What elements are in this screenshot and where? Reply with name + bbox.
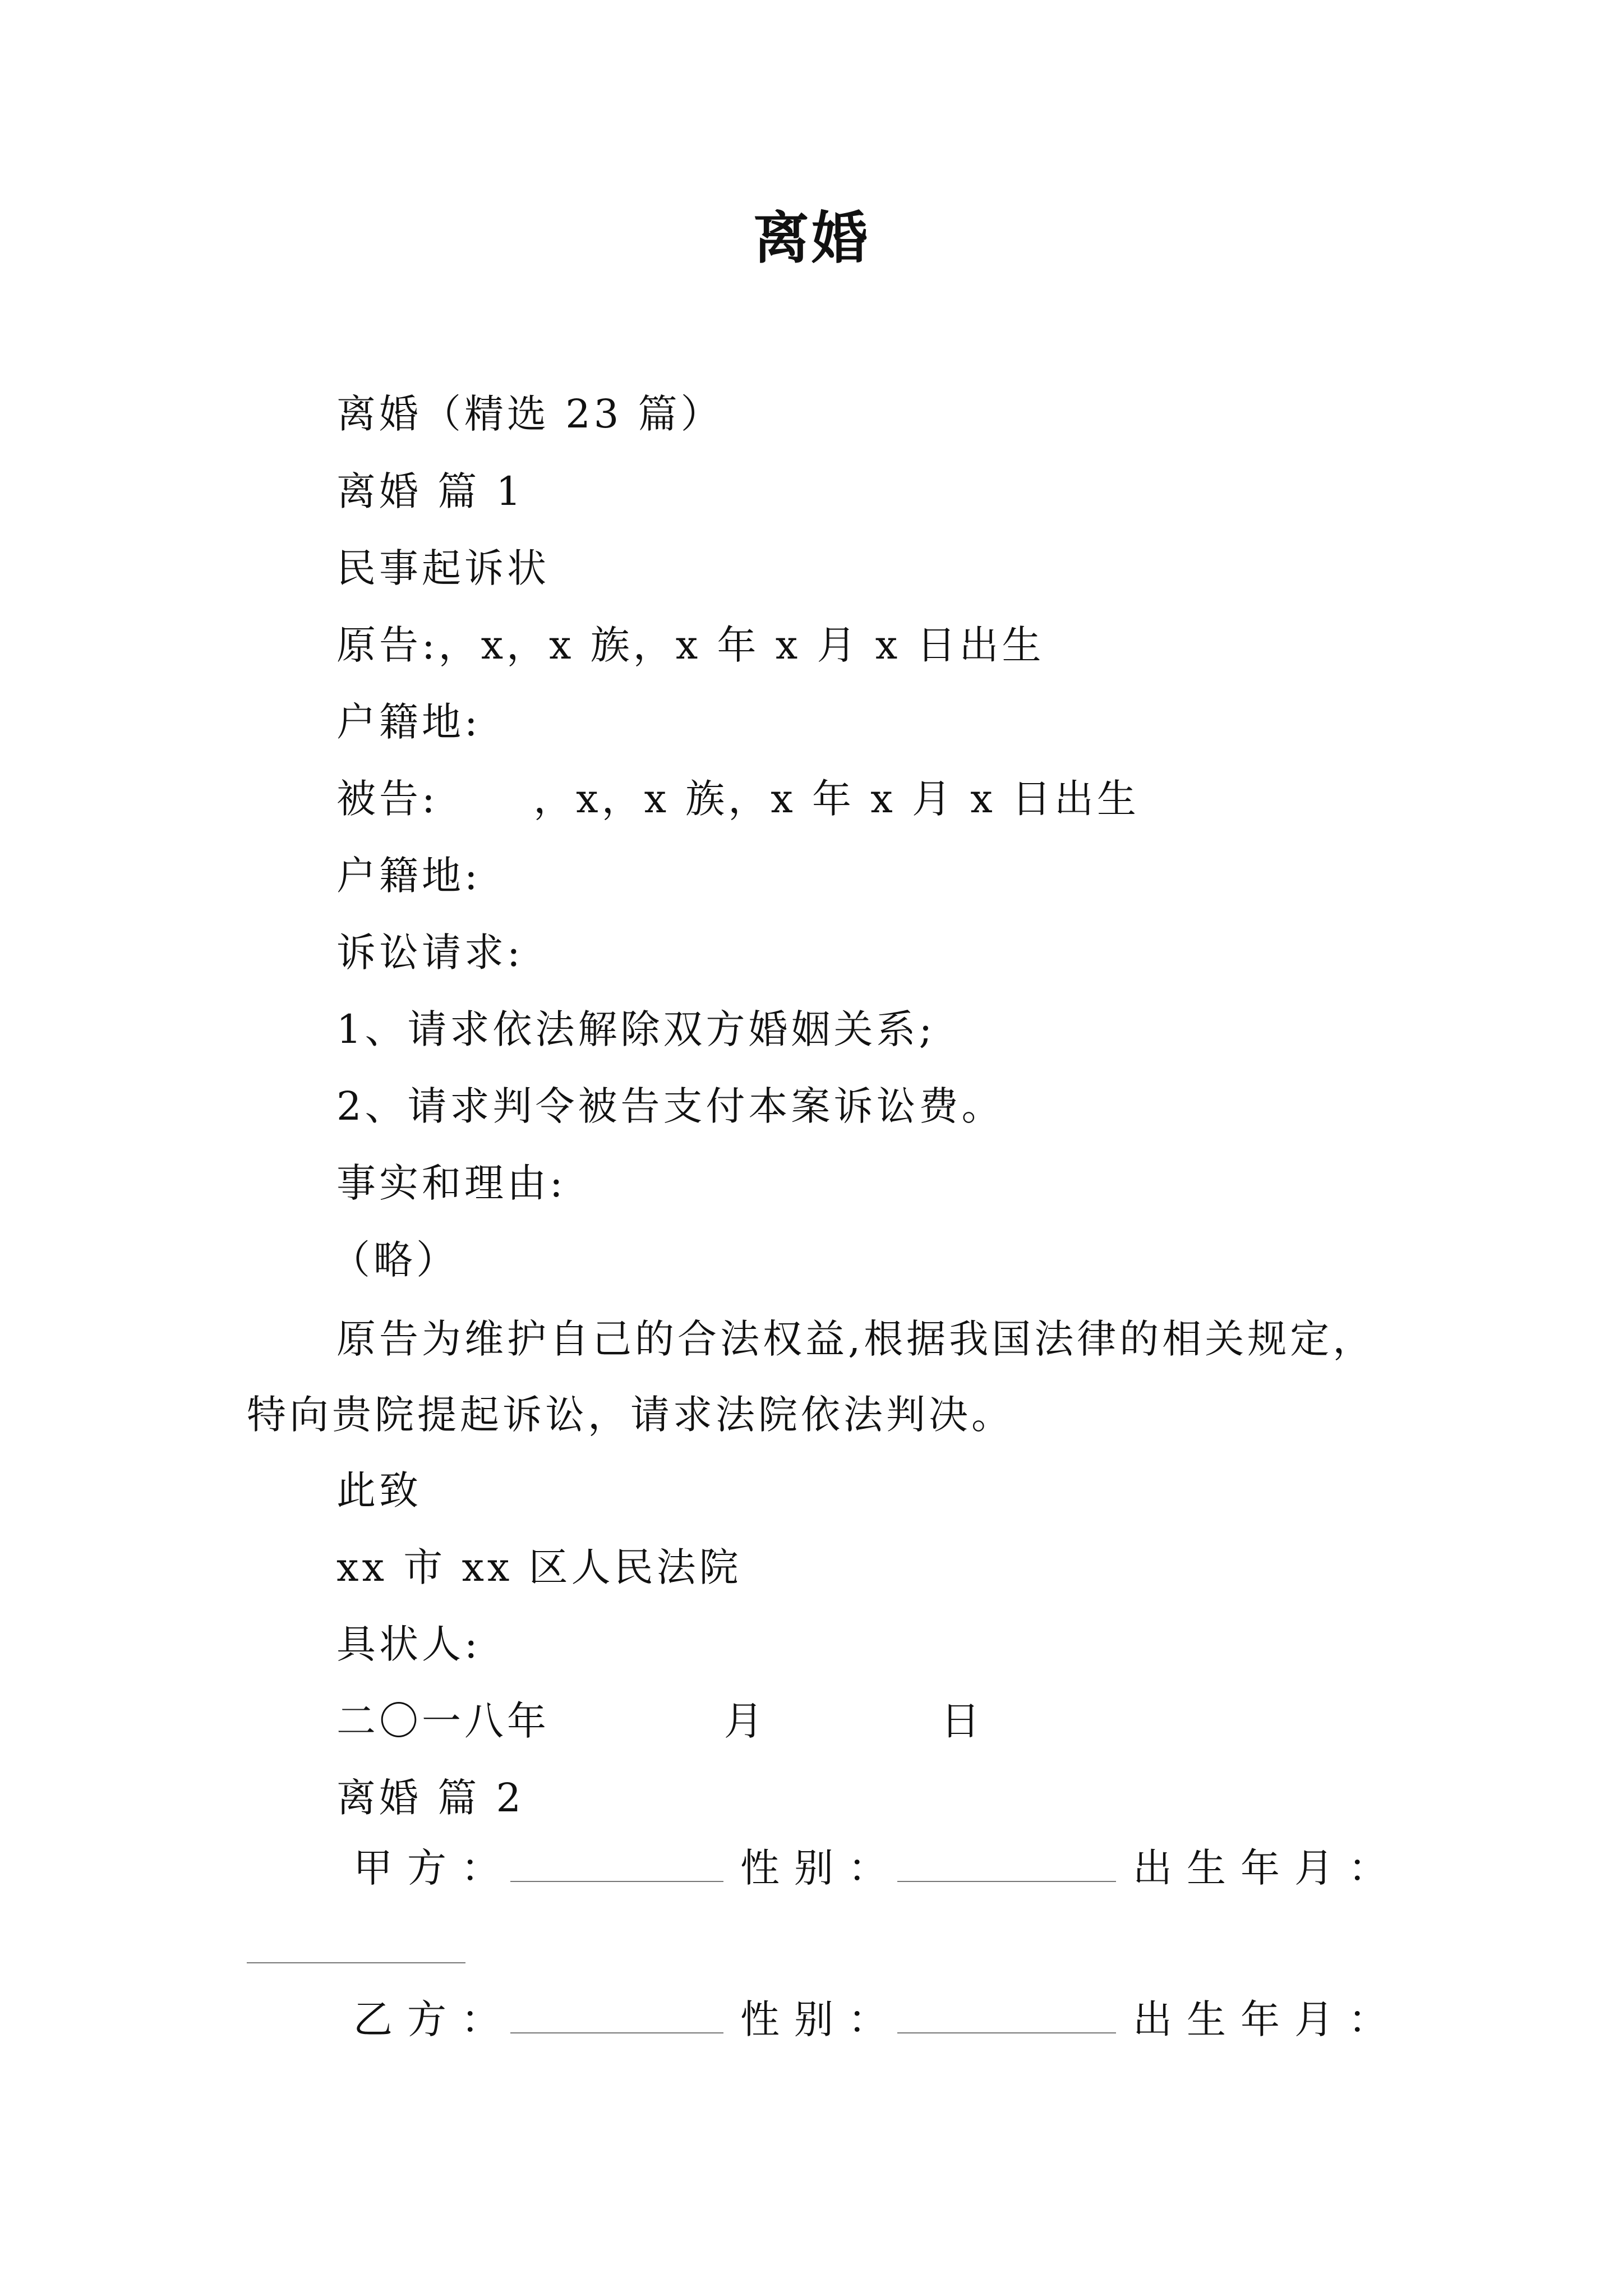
party-b-row: [353, 1989, 1419, 2050]
party-b-gender-blank: [897, 2032, 1116, 2033]
party-a-birth-blank: [247, 1962, 465, 1963]
claims-heading: 诉讼请求:: [336, 930, 524, 976]
party-b-label: 乙方：: [353, 1996, 515, 2042]
court-name: xx 市 xx 区人民法院: [336, 1544, 742, 1590]
claim-item-2: 2、请求判令被告支付本案诉讼费。: [336, 1083, 1004, 1129]
plaintiff-domicile: 户籍地:: [336, 699, 481, 745]
party-b-birth-label: 出生年月：: [1133, 1996, 1402, 2042]
document-title: 离婚: [753, 205, 870, 271]
subtitle: 离婚（精选 23 篇）: [336, 391, 723, 437]
party-a-row: [353, 1837, 1419, 1899]
salutation: 此致: [336, 1467, 422, 1513]
claim-item-1: 1、请求依法解除双方婚姻关系;: [336, 1006, 936, 1052]
party-a-name-blank: [510, 1881, 723, 1882]
party-a-gender-label: 性别：: [740, 1845, 902, 1891]
section-heading-1: 离婚 篇 1: [336, 468, 525, 514]
party-a-birth-label: 出生年月：: [1133, 1845, 1402, 1891]
party-a-label: 甲方：: [353, 1845, 515, 1891]
signer-label: 具状人:: [336, 1621, 481, 1667]
party-b-name-blank: [510, 2032, 723, 2033]
defendant-domicile: 户籍地:: [336, 853, 481, 899]
date-line: 二〇一八年 月 日: [336, 1698, 984, 1744]
doc-type-heading: 民事起诉状: [336, 545, 550, 591]
section-heading-2: 离婚 篇 2: [336, 1775, 525, 1821]
body-paragraph: 原告为维护自己的合法权益,根据我国法律的相关规定，特向贵院提起诉讼，请求法院依法判决。: [247, 1316, 1376, 1438]
party-a-gender-blank: [897, 1881, 1116, 1882]
party-b-gender-label: 性别：: [740, 1996, 902, 2042]
defendant-line: 被告: ，x，x 族，x 年 x 月 x 日出生: [336, 776, 1140, 822]
facts-omitted: （略）: [331, 1237, 459, 1283]
plaintiff-line: 原告:，x，x 族，x 年 x 月 x 日出生: [336, 622, 1045, 668]
facts-heading: 事实和理由:: [336, 1160, 566, 1206]
